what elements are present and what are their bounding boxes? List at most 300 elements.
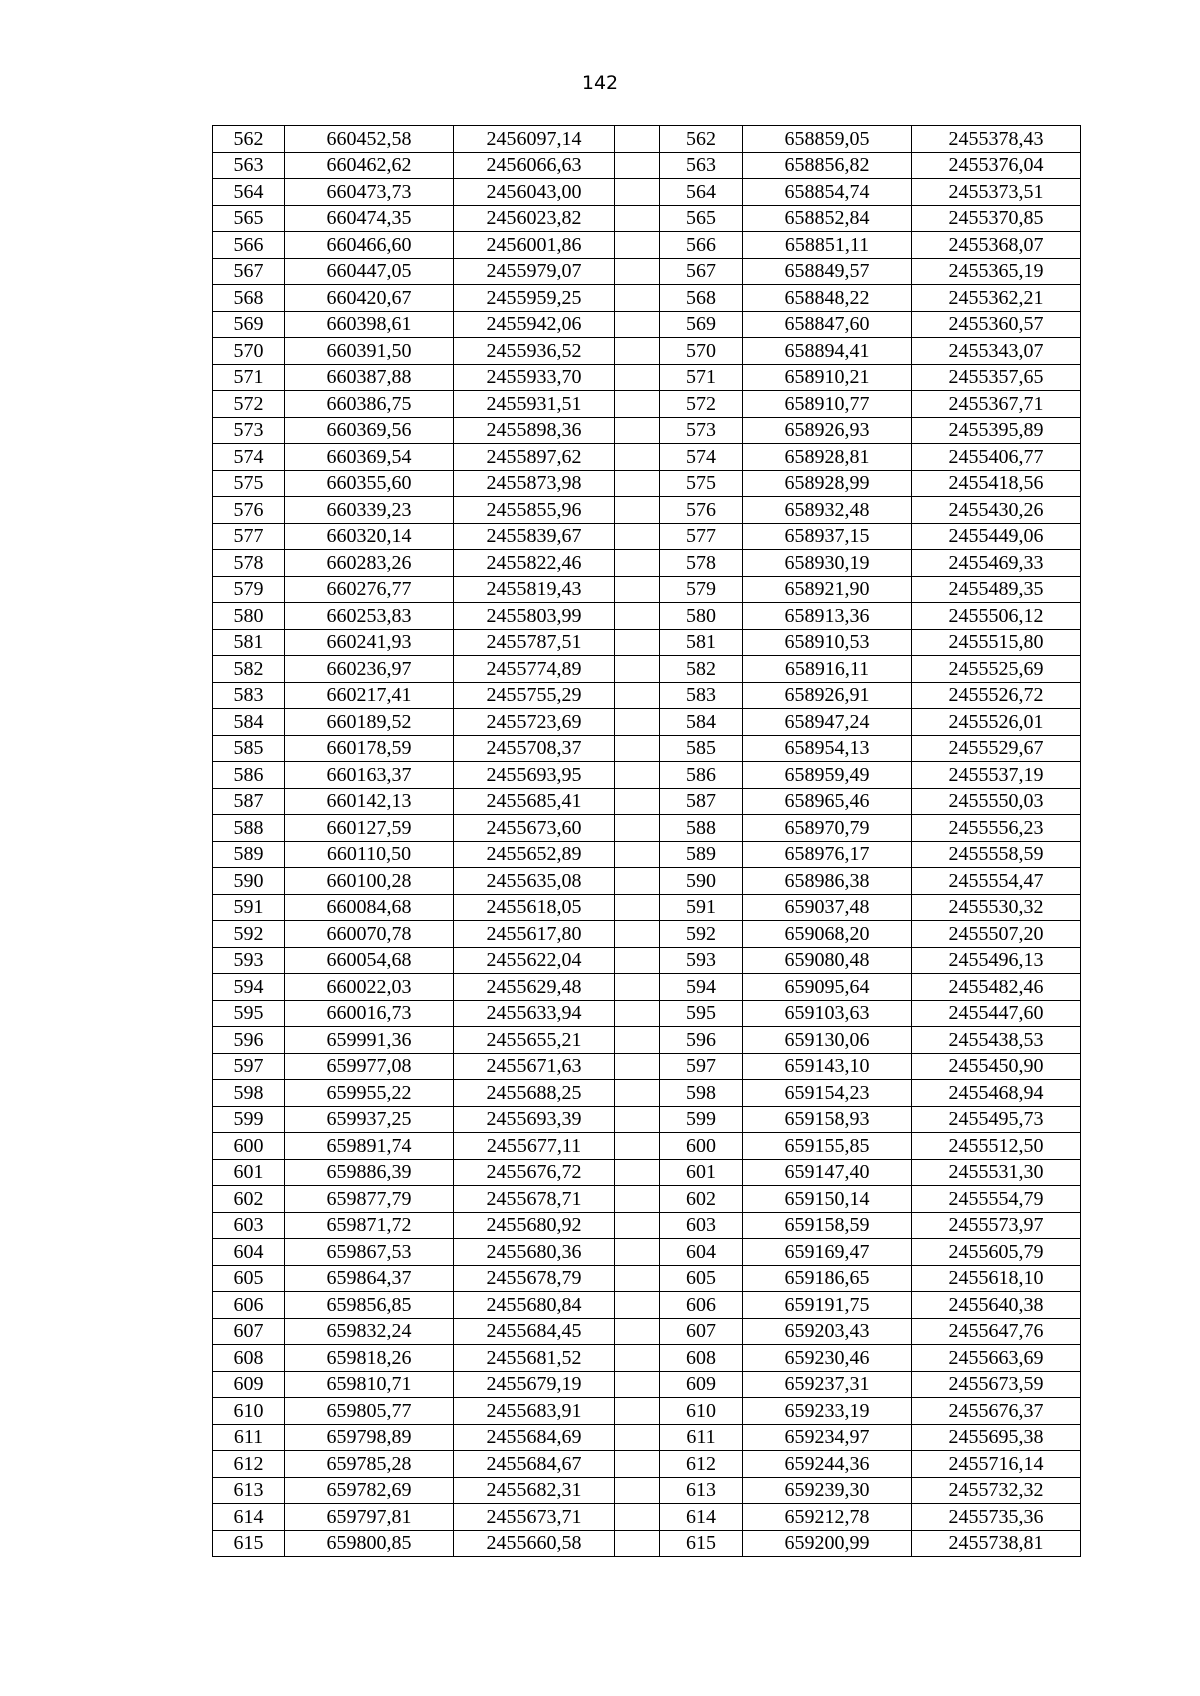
x-coordinate-cell: 659977,08 (285, 1053, 454, 1080)
empty-cell (615, 152, 660, 179)
table-row (213, 815, 1081, 842)
x-coordinate-cell: 660236,97 (285, 656, 454, 683)
y-coordinate-cell-2: 2455531,30 (912, 1159, 1081, 1186)
table-row (213, 894, 1081, 921)
x-coordinate-cell-2: 658937,15 (743, 523, 912, 550)
point-number-cell: 603 (213, 1212, 285, 1239)
empty-cell (615, 1212, 660, 1239)
table-row (213, 974, 1081, 1001)
table-row (213, 868, 1081, 895)
table-row (213, 1424, 1081, 1451)
table-row (213, 629, 1081, 656)
x-coordinate-cell: 660276,77 (285, 576, 454, 603)
empty-cell (615, 682, 660, 709)
x-coordinate-cell: 660355,60 (285, 470, 454, 497)
y-coordinate-cell-2: 2455695,38 (912, 1424, 1081, 1451)
empty-cell (615, 232, 660, 259)
y-coordinate-cell-2: 2455526,01 (912, 709, 1081, 736)
empty-cell (615, 1265, 660, 1292)
point-number-cell-2: 578 (660, 550, 743, 577)
point-number-cell: 606 (213, 1292, 285, 1319)
empty-cell (615, 1504, 660, 1531)
y-coordinate-cell: 2455684,69 (454, 1424, 615, 1451)
x-coordinate-cell: 659832,24 (285, 1318, 454, 1345)
x-coordinate-cell: 659871,72 (285, 1212, 454, 1239)
y-coordinate-cell: 2455680,36 (454, 1239, 615, 1266)
x-coordinate-cell: 659805,77 (285, 1398, 454, 1425)
y-coordinate-cell: 2455680,84 (454, 1292, 615, 1319)
y-coordinate-cell-2: 2455357,65 (912, 364, 1081, 391)
coordinates-table-body (213, 126, 1081, 1557)
table-row (213, 1345, 1081, 1372)
empty-cell (615, 1451, 660, 1478)
x-coordinate-cell: 659991,36 (285, 1027, 454, 1054)
empty-cell (615, 1371, 660, 1398)
empty-cell (615, 497, 660, 524)
point-number-cell: 562 (213, 126, 285, 153)
y-coordinate-cell-2: 2455529,67 (912, 735, 1081, 762)
y-coordinate-cell-2: 2455376,04 (912, 152, 1081, 179)
table-row (213, 947, 1081, 974)
point-number-cell-2: 591 (660, 894, 743, 921)
y-coordinate-cell: 2455655,21 (454, 1027, 615, 1054)
point-number-cell: 570 (213, 338, 285, 365)
x-coordinate-cell: 660100,28 (285, 868, 454, 895)
empty-cell (615, 550, 660, 577)
table-row (213, 762, 1081, 789)
y-coordinate-cell-2: 2455489,35 (912, 576, 1081, 603)
empty-cell (615, 815, 660, 842)
table-row (213, 1159, 1081, 1186)
empty-cell (615, 470, 660, 497)
x-coordinate-cell: 659891,74 (285, 1133, 454, 1160)
y-coordinate-cell-2: 2455370,85 (912, 205, 1081, 232)
y-coordinate-cell: 2455685,41 (454, 788, 615, 815)
point-number-cell: 589 (213, 841, 285, 868)
y-coordinate-cell-2: 2455506,12 (912, 603, 1081, 630)
point-number-cell-2: 614 (660, 1504, 743, 1531)
y-coordinate-cell-2: 2455362,21 (912, 285, 1081, 312)
point-number-cell: 600 (213, 1133, 285, 1160)
x-coordinate-cell-2: 658965,46 (743, 788, 912, 815)
empty-cell (615, 1159, 660, 1186)
table-row (213, 1477, 1081, 1504)
y-coordinate-cell-2: 2455512,50 (912, 1133, 1081, 1160)
empty-cell (615, 921, 660, 948)
table-row (213, 1398, 1081, 1425)
y-coordinate-cell-2: 2455496,13 (912, 947, 1081, 974)
y-coordinate-cell-2: 2455368,07 (912, 232, 1081, 259)
table-row (213, 152, 1081, 179)
point-number-cell-2: 600 (660, 1133, 743, 1160)
point-number-cell: 585 (213, 735, 285, 762)
point-number-cell-2: 576 (660, 497, 743, 524)
point-number-cell: 605 (213, 1265, 285, 1292)
empty-cell (615, 364, 660, 391)
x-coordinate-cell: 660241,93 (285, 629, 454, 656)
y-coordinate-cell: 2455679,19 (454, 1371, 615, 1398)
x-coordinate-cell-2: 658928,81 (743, 444, 912, 471)
x-coordinate-cell-2: 659234,97 (743, 1424, 912, 1451)
y-coordinate-cell: 2455693,95 (454, 762, 615, 789)
y-coordinate-cell: 2455897,62 (454, 444, 615, 471)
point-number-cell-2: 603 (660, 1212, 743, 1239)
y-coordinate-cell-2: 2455360,57 (912, 311, 1081, 338)
x-coordinate-cell-2: 658954,13 (743, 735, 912, 762)
point-number-cell-2: 574 (660, 444, 743, 471)
x-coordinate-cell: 660447,05 (285, 258, 454, 285)
table-row (213, 788, 1081, 815)
point-number-cell-2: 594 (660, 974, 743, 1001)
table-row (213, 1451, 1081, 1478)
point-number-cell-2: 577 (660, 523, 743, 550)
point-number-cell-2: 599 (660, 1106, 743, 1133)
point-number-cell: 612 (213, 1451, 285, 1478)
y-coordinate-cell-2: 2455735,36 (912, 1504, 1081, 1531)
y-coordinate-cell-2: 2455367,71 (912, 391, 1081, 418)
point-number-cell-2: 582 (660, 656, 743, 683)
x-coordinate-cell-2: 659103,63 (743, 1000, 912, 1027)
x-coordinate-cell: 660462,62 (285, 152, 454, 179)
y-coordinate-cell: 2455681,52 (454, 1345, 615, 1372)
empty-cell (615, 1477, 660, 1504)
y-coordinate-cell: 2455931,51 (454, 391, 615, 418)
x-coordinate-cell: 659867,53 (285, 1239, 454, 1266)
x-coordinate-cell-2: 659230,46 (743, 1345, 912, 1372)
x-coordinate-cell-2: 658859,05 (743, 126, 912, 153)
y-coordinate-cell-2: 2455550,03 (912, 788, 1081, 815)
x-coordinate-cell-2: 659237,31 (743, 1371, 912, 1398)
empty-cell (615, 603, 660, 630)
table-row (213, 258, 1081, 285)
y-coordinate-cell: 2455774,89 (454, 656, 615, 683)
table-row (213, 1186, 1081, 1213)
x-coordinate-cell-2: 658947,24 (743, 709, 912, 736)
point-number-cell: 587 (213, 788, 285, 815)
point-number-cell: 569 (213, 311, 285, 338)
empty-cell (615, 788, 660, 815)
table-row (213, 205, 1081, 232)
x-coordinate-cell-2: 659130,06 (743, 1027, 912, 1054)
x-coordinate-cell-2: 658921,90 (743, 576, 912, 603)
y-coordinate-cell-2: 2455663,69 (912, 1345, 1081, 1372)
y-coordinate-cell: 2455936,52 (454, 338, 615, 365)
point-number-cell: 595 (213, 1000, 285, 1027)
point-number-cell: 583 (213, 682, 285, 709)
table-row (213, 497, 1081, 524)
empty-cell (615, 1530, 660, 1557)
point-number-cell-2: 569 (660, 311, 743, 338)
y-coordinate-cell: 2455693,39 (454, 1106, 615, 1133)
point-number-cell-2: 598 (660, 1080, 743, 1107)
empty-cell (615, 1106, 660, 1133)
empty-cell (615, 1186, 660, 1213)
point-number-cell: 591 (213, 894, 285, 921)
empty-cell (615, 1292, 660, 1319)
point-number-cell: 609 (213, 1371, 285, 1398)
y-coordinate-cell-2: 2455556,23 (912, 815, 1081, 842)
x-coordinate-cell: 660369,56 (285, 417, 454, 444)
y-coordinate-cell-2: 2455515,80 (912, 629, 1081, 656)
table-row (213, 735, 1081, 762)
point-number-cell: 602 (213, 1186, 285, 1213)
x-coordinate-cell-2: 659186,65 (743, 1265, 912, 1292)
x-coordinate-cell-2: 658856,82 (743, 152, 912, 179)
y-coordinate-cell: 2455618,05 (454, 894, 615, 921)
y-coordinate-cell: 2455855,96 (454, 497, 615, 524)
empty-cell (615, 894, 660, 921)
x-coordinate-cell: 659798,89 (285, 1424, 454, 1451)
y-coordinate-cell-2: 2455526,72 (912, 682, 1081, 709)
x-coordinate-cell-2: 659169,47 (743, 1239, 912, 1266)
y-coordinate-cell-2: 2455450,90 (912, 1053, 1081, 1080)
x-coordinate-cell: 660283,26 (285, 550, 454, 577)
x-coordinate-cell-2: 659155,85 (743, 1133, 912, 1160)
y-coordinate-cell: 2455673,60 (454, 815, 615, 842)
x-coordinate-cell-2: 658851,11 (743, 232, 912, 259)
point-number-cell-2: 593 (660, 947, 743, 974)
table-row (213, 285, 1081, 312)
y-coordinate-cell: 2455677,11 (454, 1133, 615, 1160)
x-coordinate-cell-2: 658930,19 (743, 550, 912, 577)
y-coordinate-cell: 2455787,51 (454, 629, 615, 656)
y-coordinate-cell: 2455633,94 (454, 1000, 615, 1027)
x-coordinate-cell: 660163,37 (285, 762, 454, 789)
point-number-cell-2: 609 (660, 1371, 743, 1398)
point-number-cell: 614 (213, 1504, 285, 1531)
point-number-cell-2: 587 (660, 788, 743, 815)
point-number-cell-2: 595 (660, 1000, 743, 1027)
point-number-cell-2: 612 (660, 1451, 743, 1478)
x-coordinate-cell-2: 658854,74 (743, 179, 912, 206)
x-coordinate-cell-2: 659158,59 (743, 1212, 912, 1239)
y-coordinate-cell: 2455933,70 (454, 364, 615, 391)
point-number-cell: 599 (213, 1106, 285, 1133)
point-number-cell-2: 590 (660, 868, 743, 895)
y-coordinate-cell: 2455684,45 (454, 1318, 615, 1345)
y-coordinate-cell-2: 2455378,43 (912, 126, 1081, 153)
x-coordinate-cell: 660420,67 (285, 285, 454, 312)
y-coordinate-cell-2: 2455343,07 (912, 338, 1081, 365)
point-number-cell: 580 (213, 603, 285, 630)
table-row (213, 126, 1081, 153)
point-number-cell-2: 613 (660, 1477, 743, 1504)
y-coordinate-cell: 2455803,99 (454, 603, 615, 630)
y-coordinate-cell-2: 2455673,59 (912, 1371, 1081, 1398)
coordinates-table (212, 125, 1081, 1557)
y-coordinate-cell-2: 2455525,69 (912, 656, 1081, 683)
y-coordinate-cell-2: 2455676,37 (912, 1398, 1081, 1425)
x-coordinate-cell: 660142,13 (285, 788, 454, 815)
point-number-cell-2: 602 (660, 1186, 743, 1213)
x-coordinate-cell-2: 658976,17 (743, 841, 912, 868)
y-coordinate-cell-2: 2455373,51 (912, 179, 1081, 206)
x-coordinate-cell-2: 659200,99 (743, 1530, 912, 1557)
x-coordinate-cell: 660398,61 (285, 311, 454, 338)
x-coordinate-cell-2: 658849,57 (743, 258, 912, 285)
point-number-cell-2: 570 (660, 338, 743, 365)
x-coordinate-cell-2: 658970,79 (743, 815, 912, 842)
x-coordinate-cell: 660127,59 (285, 815, 454, 842)
x-coordinate-cell: 660391,50 (285, 338, 454, 365)
table-row (213, 523, 1081, 550)
x-coordinate-cell: 659810,71 (285, 1371, 454, 1398)
x-coordinate-cell-2: 659095,64 (743, 974, 912, 1001)
point-number-cell-2: 586 (660, 762, 743, 789)
empty-cell (615, 126, 660, 153)
point-number-cell: 596 (213, 1027, 285, 1054)
point-number-cell-2: 564 (660, 179, 743, 206)
empty-cell (615, 311, 660, 338)
empty-cell (615, 258, 660, 285)
y-coordinate-cell: 2455688,25 (454, 1080, 615, 1107)
point-number-cell-2: 580 (660, 603, 743, 630)
x-coordinate-cell-2: 659239,30 (743, 1477, 912, 1504)
y-coordinate-cell-2: 2455716,14 (912, 1451, 1081, 1478)
point-number-cell: 594 (213, 974, 285, 1001)
empty-cell (615, 1133, 660, 1160)
point-number-cell: 611 (213, 1424, 285, 1451)
empty-cell (615, 735, 660, 762)
empty-cell (615, 762, 660, 789)
empty-cell (615, 1053, 660, 1080)
point-number-cell-2: 565 (660, 205, 743, 232)
x-coordinate-cell-2: 658932,48 (743, 497, 912, 524)
y-coordinate-cell-2: 2455605,79 (912, 1239, 1081, 1266)
empty-cell (615, 523, 660, 550)
table-row (213, 1080, 1081, 1107)
x-coordinate-cell: 659782,69 (285, 1477, 454, 1504)
point-number-cell: 590 (213, 868, 285, 895)
x-coordinate-cell-2: 658986,38 (743, 868, 912, 895)
table-row (213, 603, 1081, 630)
y-coordinate-cell: 2455680,92 (454, 1212, 615, 1239)
point-number-cell-2: 563 (660, 152, 743, 179)
y-coordinate-cell-2: 2455482,46 (912, 974, 1081, 1001)
x-coordinate-cell-2: 658847,60 (743, 311, 912, 338)
x-coordinate-cell: 659886,39 (285, 1159, 454, 1186)
table-row (213, 1106, 1081, 1133)
x-coordinate-cell: 660189,52 (285, 709, 454, 736)
y-coordinate-cell: 2455822,46 (454, 550, 615, 577)
x-coordinate-cell-2: 658959,49 (743, 762, 912, 789)
table-row (213, 311, 1081, 338)
y-coordinate-cell: 2456023,82 (454, 205, 615, 232)
y-coordinate-cell-2: 2455406,77 (912, 444, 1081, 471)
point-number-cell: 578 (213, 550, 285, 577)
empty-cell (615, 709, 660, 736)
y-coordinate-cell-2: 2455469,33 (912, 550, 1081, 577)
table-row (213, 1371, 1081, 1398)
point-number-cell-2: 584 (660, 709, 743, 736)
point-number-cell-2: 575 (660, 470, 743, 497)
point-number-cell: 613 (213, 1477, 285, 1504)
point-number-cell: 571 (213, 364, 285, 391)
point-number-cell-2: 615 (660, 1530, 743, 1557)
point-number-cell: 576 (213, 497, 285, 524)
point-number-cell-2: 589 (660, 841, 743, 868)
point-number-cell: 568 (213, 285, 285, 312)
y-coordinate-cell-2: 2455738,81 (912, 1530, 1081, 1557)
x-coordinate-cell-2: 659147,40 (743, 1159, 912, 1186)
x-coordinate-cell: 660070,78 (285, 921, 454, 948)
point-number-cell-2: 573 (660, 417, 743, 444)
x-coordinate-cell: 660217,41 (285, 682, 454, 709)
x-coordinate-cell: 659937,25 (285, 1106, 454, 1133)
y-coordinate-cell: 2455839,67 (454, 523, 615, 550)
empty-cell (615, 1239, 660, 1266)
y-coordinate-cell-2: 2455418,56 (912, 470, 1081, 497)
x-coordinate-cell: 660022,03 (285, 974, 454, 1001)
table-row (213, 1292, 1081, 1319)
table-row (213, 470, 1081, 497)
table-row (213, 444, 1081, 471)
table-row (213, 1000, 1081, 1027)
table-row (213, 232, 1081, 259)
y-coordinate-cell: 2456097,14 (454, 126, 615, 153)
empty-cell (615, 1318, 660, 1345)
empty-cell (615, 1080, 660, 1107)
point-number-cell: 577 (213, 523, 285, 550)
y-coordinate-cell: 2455708,37 (454, 735, 615, 762)
y-coordinate-cell: 2456001,86 (454, 232, 615, 259)
x-coordinate-cell-2: 658910,77 (743, 391, 912, 418)
x-coordinate-cell: 660178,59 (285, 735, 454, 762)
x-coordinate-cell-2: 659068,20 (743, 921, 912, 948)
y-coordinate-cell: 2455629,48 (454, 974, 615, 1001)
point-number-cell-2: 608 (660, 1345, 743, 1372)
table-row (213, 364, 1081, 391)
empty-cell (615, 868, 660, 895)
x-coordinate-cell: 659864,37 (285, 1265, 454, 1292)
table-row (213, 576, 1081, 603)
point-number-cell: 593 (213, 947, 285, 974)
point-number-cell-2: 597 (660, 1053, 743, 1080)
y-coordinate-cell: 2455979,07 (454, 258, 615, 285)
y-coordinate-cell-2: 2455618,10 (912, 1265, 1081, 1292)
point-number-cell-2: 610 (660, 1398, 743, 1425)
point-number-cell: 573 (213, 417, 285, 444)
point-number-cell: 584 (213, 709, 285, 736)
point-number-cell: 574 (213, 444, 285, 471)
table-row (213, 1133, 1081, 1160)
empty-cell (615, 629, 660, 656)
x-coordinate-cell: 660474,35 (285, 205, 454, 232)
point-number-cell-2: 572 (660, 391, 743, 418)
point-number-cell: 601 (213, 1159, 285, 1186)
y-coordinate-cell: 2455682,31 (454, 1477, 615, 1504)
y-coordinate-cell: 2455683,91 (454, 1398, 615, 1425)
table-row (213, 709, 1081, 736)
y-coordinate-cell: 2455671,63 (454, 1053, 615, 1080)
point-number-cell: 610 (213, 1398, 285, 1425)
y-coordinate-cell-2: 2455647,76 (912, 1318, 1081, 1345)
x-coordinate-cell: 659818,26 (285, 1345, 454, 1372)
x-coordinate-cell-2: 658913,36 (743, 603, 912, 630)
x-coordinate-cell-2: 659037,48 (743, 894, 912, 921)
empty-cell (615, 1000, 660, 1027)
y-coordinate-cell-2: 2455507,20 (912, 921, 1081, 948)
point-number-cell: 608 (213, 1345, 285, 1372)
empty-cell (615, 656, 660, 683)
table-row (213, 1053, 1081, 1080)
x-coordinate-cell: 659797,81 (285, 1504, 454, 1531)
point-number-cell: 575 (213, 470, 285, 497)
x-coordinate-cell-2: 658852,84 (743, 205, 912, 232)
table-row (213, 179, 1081, 206)
y-coordinate-cell-2: 2455530,32 (912, 894, 1081, 921)
x-coordinate-cell: 660369,54 (285, 444, 454, 471)
